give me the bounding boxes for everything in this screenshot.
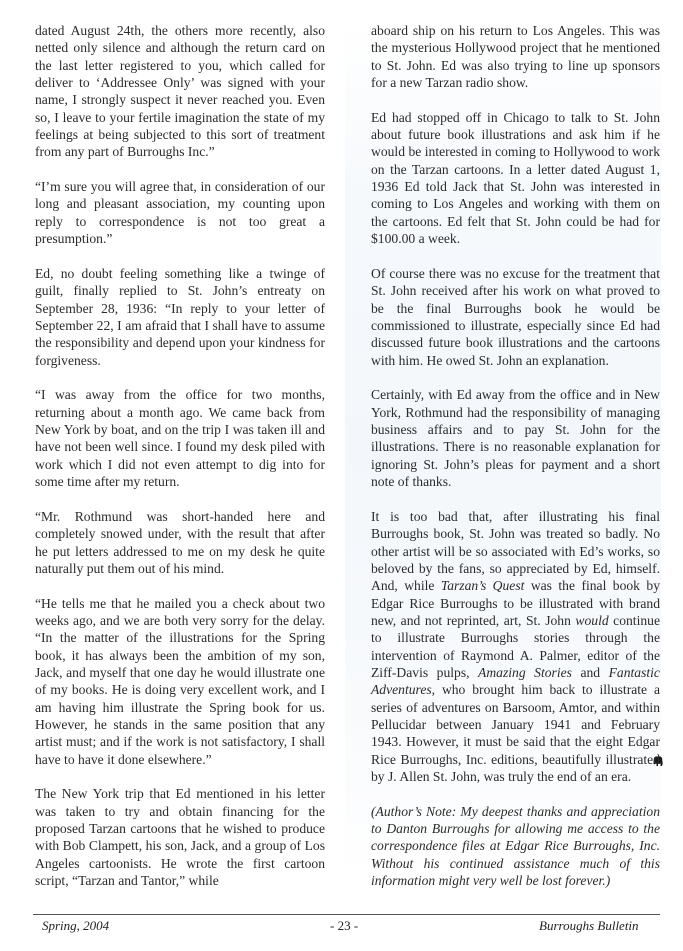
text: continue to illustrate Burroughs stories through the intervention of Raymond A. Palmer, editor of the Ziff-Davis pulps, — [371, 612, 660, 680]
paragraph: “Mr. Rothmund was short-handed here and completely snowed under, with the result that after he put letters addressed to me on my desk he quite naturally put them out of his mind. — [35, 508, 325, 576]
paragraph: “I was away from the office for two months, returning about a month ago. We came back from New York by boat, and on the trip I was taken ill and have not been well since. I found my desk piled with work which I did not even attempt to dig into for some time after my return. — [35, 387, 325, 490]
paragraph: Of course there was no excuse for the treatment that St. John received after his work on what proved to be the final Burroughs book he would be commissioned to illustrate, especially since Ed had discussed future book illustrations and the cartoons with him. He owed St. John an explanation. — [371, 265, 660, 368]
right-column — [371, 22, 660, 889]
footer-publication: Burroughs Bulletin — [539, 918, 639, 933]
paragraph: dated August 24th, the others more recently, also netted only silence and although the return card on the last letter registered to you, which called for deliver to ‘Addressee Only’ was signed with your name, I strongly suspect it never reached you. Even so, I leave to your fertile imagination the state of my feelings at being subjected to this sort of treatment from any part of Burroughs Inc.” — [35, 23, 325, 160]
emphasis: would — [575, 612, 609, 628]
book-title: Tarzan’s Quest — [440, 578, 525, 594]
footer-issue: Spring, 2004 — [42, 918, 110, 933]
paragraph: The New York trip that Ed mentioned in his letter was taken to try and obtain financing for the proposed Tarzan cartoons that he wished to produce with Bob Clampett, his son, Jack, and a group of Los Angeles cartoonists. He wrote the first cartoon script, “Tarzan and Tantor,” while — [35, 786, 325, 889]
paragraph: “I’m sure you will agree that, in consideration of our long and pleasant association, my counting upon reply to correspondence is not too great a presumption.” — [35, 179, 325, 247]
page-number: - 23 - — [330, 918, 359, 933]
paragraph: aboard ship on his return to Los Angeles. This was the mysterious Hollywood project that he mentioned to St. John. Ed was also trying to line up sponsors for a new Tarzan radio show. — [371, 23, 660, 91]
final-paragraph — [371, 508, 660, 786]
text: was the final book by Edgar Rice Burroughs to be illustrated with brand new, and not reprinted, art, St. John — [371, 578, 660, 628]
magazine-title: Fantastic Adventures, — [371, 664, 660, 698]
text: It is too bad that, after illustrating his final Burroughs book, St. John was treated so badly. No other artist will be so associated with Ed’s works, so beloved by the fans, so appreciated by Ed, himself. And, while — [371, 508, 660, 594]
authors-note: (Author’s Note: My deepest thanks and appreciation to Danton Burroughs for allowing me access to the correspondence files at Edgar Rice Burroughs, Inc. Without his continued assistance much of this information might very well be lost forever.) — [371, 803, 660, 889]
paragraph: Ed had stopped off in Chicago to talk to St. John about future book illustrations and ask him if he would be interested in coming to Hollywood to work on the Tarzan cartoons. In a letter dated August 1, 1936 Ed told Jack that St. John was interested in coming to Los Angeles and working with them on the cartoons. Ed felt that St. John could be had for $100.00 a week. — [371, 109, 660, 247]
magazine-title: Amazing Stories — [478, 664, 572, 680]
text: who brought him back to illustrate a series of adventures on Barsoom, Amtor, and within Pellucidar between January 1941 and February 1943. However, it must be said that the eight Edgar Rice Burroughs, Inc. editions, beautifully illustrated by J. Allen St. John, was truly the end of an era. — [371, 682, 660, 784]
paragraph: Ed, no doubt feeling something like a twinge of guilt, finally replied to St. John’s entreaty on September 28, 1936: “In reply to your letter of September 22, I am afraid that I shall have to assume the responsibility and depend upon your kindness for forgiveness. — [35, 265, 325, 368]
text: and — [571, 664, 609, 680]
paragraph: “He tells me that he mailed you a check about two weeks ago, and we are both very sorry for the delay. “In the matter of the illustrations for the Spring book, it has always been the ambition of my son, Jack, and myself that one day he would illustrate one of my books. He is doing very excellent work, and I am having him illustrate the Spring book for us. However, he stands in the same position that any artist must; and if the work is not satisfactory, I shall have to have it done elsewhere.” — [35, 595, 325, 767]
footer-divider — [33, 914, 660, 915]
paragraph: Certainly, with Ed away from the office and in New York, Rothmund had the responsibility of managing business affairs and to pay St. John for the illustrations. There is no reasonable explanation for ignoring St. John’s pleas for payment and a short note of thanks. — [371, 387, 660, 490]
left-column — [35, 22, 325, 889]
